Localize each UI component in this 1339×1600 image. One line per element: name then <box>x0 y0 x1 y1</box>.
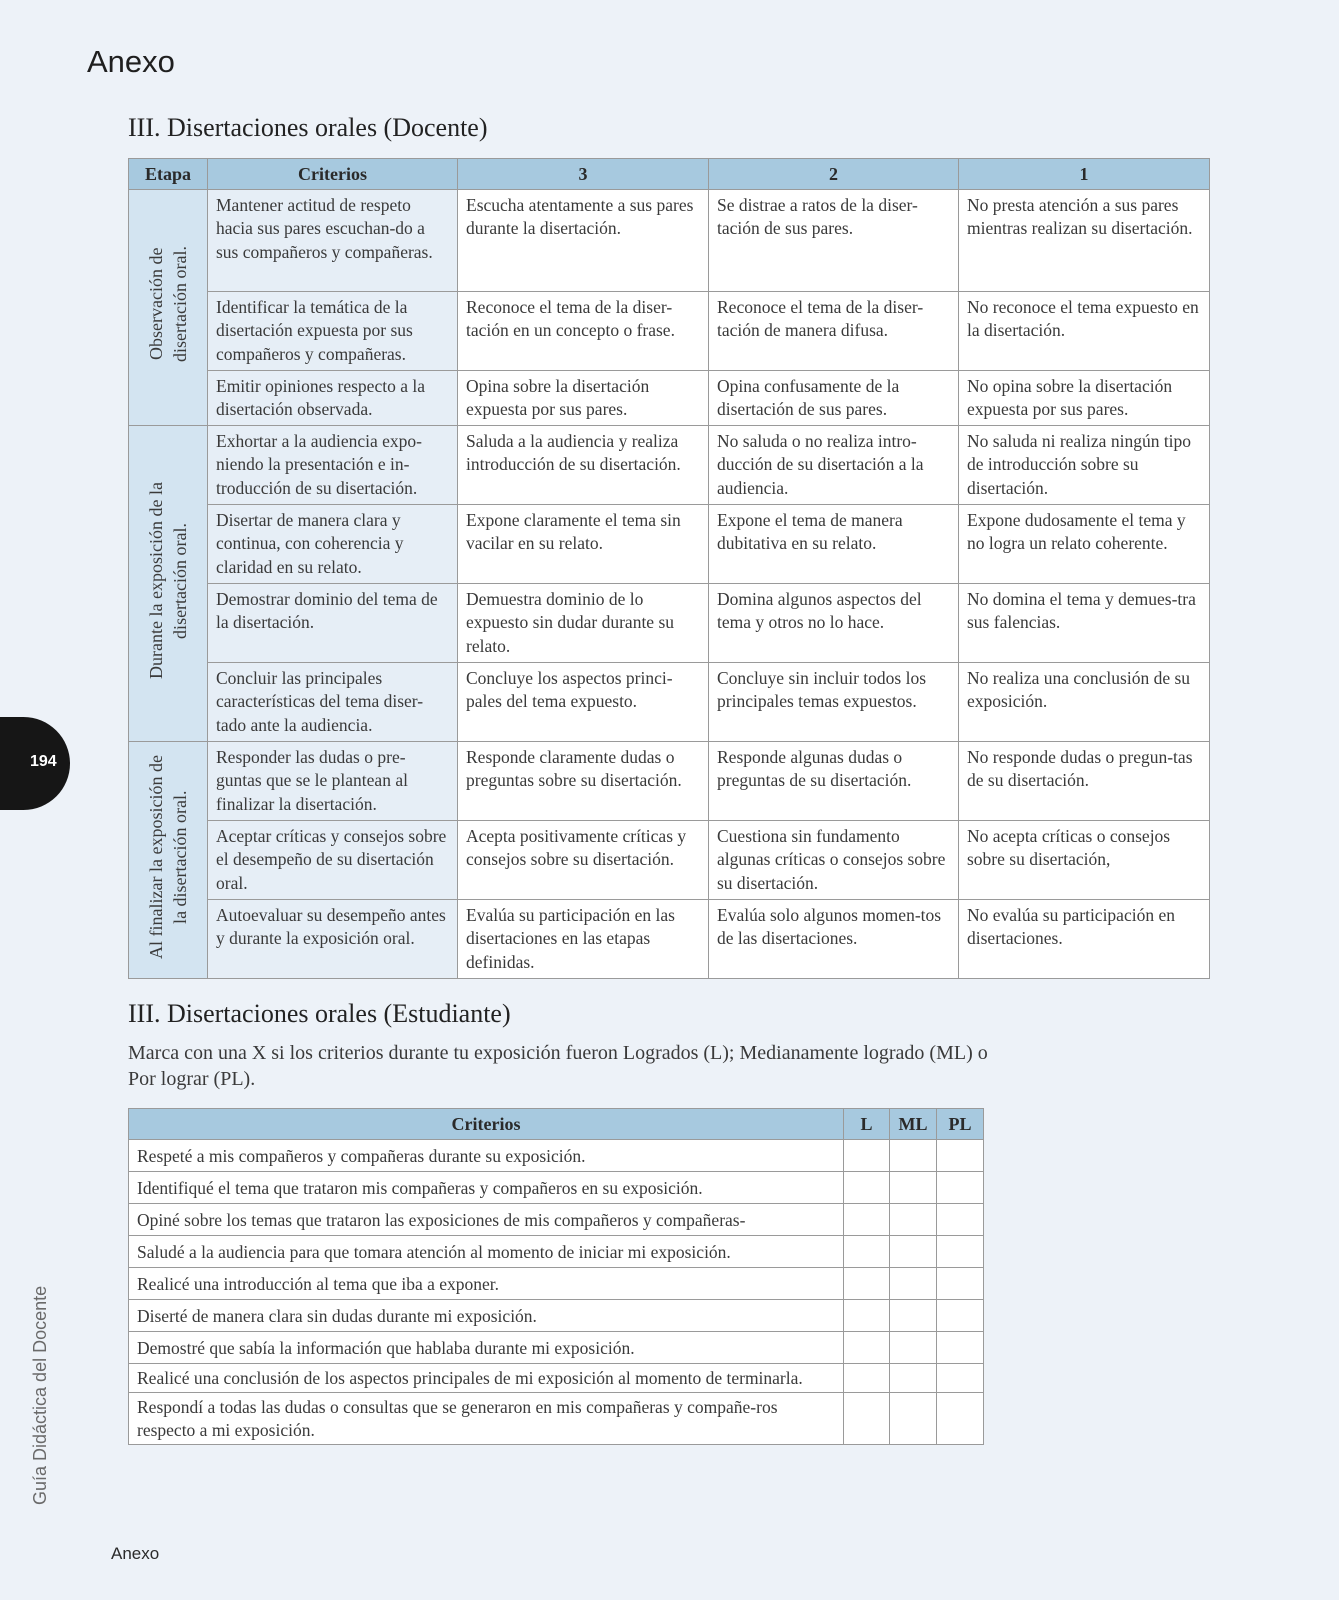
table-row <box>129 900 1210 979</box>
table-row <box>129 1364 984 1393</box>
checklist-header-row <box>129 1109 984 1140</box>
level-2-cell: Domina algunos aspectos del tema y otros no lo hace. <box>709 584 959 663</box>
stage-cell-observacion <box>129 190 208 426</box>
level-3-cell: Reconoce el tema de la diser-tación en un concepto o frase. <box>458 292 709 371</box>
table-row <box>129 371 1210 426</box>
level-1-cell: No acepta críticas o consejos sobre su disertación, <box>959 821 1210 900</box>
level-2-cell: Expone el tema de manera dubitativa en su relato. <box>709 505 959 584</box>
level-2-cell: Responde algunas dudas o preguntas de su disertación. <box>709 742 959 821</box>
table-row <box>129 1300 984 1332</box>
table-row <box>129 1268 984 1300</box>
docente-section-title: III. Disertaciones orales (Docente) <box>128 113 488 142</box>
table-row <box>129 821 1210 900</box>
table-row <box>129 1140 984 1172</box>
stage-cell-al-finalizar <box>129 742 208 979</box>
level-3-cell: Expone claramente el tema sin vacilar en su relato. <box>458 505 709 584</box>
header-level-1: 1 <box>959 159 1210 190</box>
estudiante-checklist-table <box>128 1108 984 1445</box>
level-3-cell: Responde claramente dudas o preguntas sobre su disertación. <box>458 742 709 821</box>
mark-pl-cell[interactable] <box>937 1204 984 1236</box>
mark-pl-cell[interactable] <box>937 1332 984 1364</box>
page-header-title: Anexo <box>87 44 175 79</box>
table-row <box>129 426 1210 505</box>
mark-ml-cell[interactable] <box>890 1236 937 1268</box>
level-2-cell: Cuestiona sin fundamento algunas críticas o consejos sobre su disertación. <box>709 821 959 900</box>
criterio-cell: Concluir las principales características del tema diser-tado ante la audiencia. <box>208 663 458 742</box>
mark-l-cell[interactable] <box>844 1364 890 1393</box>
mark-pl-cell[interactable] <box>937 1300 984 1332</box>
mark-ml-cell[interactable] <box>890 1172 937 1204</box>
header-criterios: Criterios <box>129 1109 844 1140</box>
mark-l-cell[interactable] <box>844 1268 890 1300</box>
table-row <box>129 1204 984 1236</box>
criterio-text: Opiné sobre los temas que trataron las exposiciones de mis compañeros y compañeras- <box>129 1204 844 1236</box>
mark-ml-cell[interactable] <box>890 1332 937 1364</box>
mark-l-cell[interactable] <box>844 1204 890 1236</box>
criterio-text: Saludé a la audiencia para que tomara atención al momento de iniciar mi exposición. <box>129 1236 844 1268</box>
table-row <box>129 1393 984 1445</box>
mark-pl-cell[interactable] <box>937 1364 984 1393</box>
criterio-cell: Mantener actitud de respeto hacia sus pares escuchan-do a sus compañeros y compañeras. <box>208 190 458 292</box>
table-row <box>129 1236 984 1268</box>
criterio-text: Identifiqué el tema que trataron mis compañeras y compañeros en su exposición. <box>129 1172 844 1204</box>
level-1-cell: No opina sobre la disertación expuesta por sus pares. <box>959 371 1210 426</box>
criterio-text: Realicé una conclusión de los aspectos principales de mi exposición al momento de terminarla. <box>129 1364 844 1393</box>
level-3-cell: Demuestra dominio de lo expuesto sin dudar durante su relato. <box>458 584 709 663</box>
criterio-cell: Demostrar dominio del tema de la disertación. <box>208 584 458 663</box>
mark-ml-cell[interactable] <box>890 1364 937 1393</box>
level-3-cell: Evalúa su participación en las disertaciones en las etapas definidas. <box>458 900 709 979</box>
criterio-cell: Responder las dudas o pre-guntas que se le plantean al finalizar la disertación. <box>208 742 458 821</box>
table-row <box>129 1172 984 1204</box>
criterio-cell: Autoevaluar su desempeño antes y durante la exposición oral. <box>208 900 458 979</box>
level-1-cell: Expone dudosamente el tema y no logra un relato coherente. <box>959 505 1210 584</box>
level-2-cell: Reconoce el tema de la diser-tación de manera difusa. <box>709 292 959 371</box>
level-2-cell: No saluda o no realiza intro-ducción de su disertación a la audiencia. <box>709 426 959 505</box>
criterio-text: Respeté a mis compañeros y compañeras durante su exposición. <box>129 1140 844 1172</box>
level-1-cell: No domina el tema y demues-tra sus falencias. <box>959 584 1210 663</box>
criterio-text: Respondí a todas las dudas o consultas que se generaron en mis compañeras y compañe-ros respecto a mi exposición. <box>129 1393 844 1445</box>
table-row <box>129 663 1210 742</box>
level-1-cell: No saluda ni realiza ningún tipo de introducción sobre su disertación. <box>959 426 1210 505</box>
page-number: 194 <box>30 753 57 770</box>
level-3-cell: Acepta positivamente críticas y consejos sobre su disertación. <box>458 821 709 900</box>
level-2-cell: Concluye sin incluir todos los principales temas expuestos. <box>709 663 959 742</box>
header-logrado: L <box>844 1109 890 1140</box>
mark-pl-cell[interactable] <box>937 1236 984 1268</box>
estudiante-instructions: Marca con una X si los criterios durante tu exposición fueron Logrados (L); Medianamente logrado (ML) o Por lograr (PL). <box>128 1042 988 1090</box>
mark-l-cell[interactable] <box>844 1332 890 1364</box>
mark-l-cell[interactable] <box>844 1140 890 1172</box>
mark-pl-cell[interactable] <box>937 1393 984 1445</box>
criterio-text: Realicé una introducción al tema que iba a exponer. <box>129 1268 844 1300</box>
table-row <box>129 292 1210 371</box>
mark-pl-cell[interactable] <box>937 1172 984 1204</box>
footer-label: Anexo <box>111 1544 160 1563</box>
mark-ml-cell[interactable] <box>890 1393 937 1445</box>
mark-l-cell[interactable] <box>844 1236 890 1268</box>
level-3-cell: Opina sobre la disertación expuesta por sus pares. <box>458 371 709 426</box>
level-2-cell: Evalúa solo algunos momen-tos de las disertaciones. <box>709 900 959 979</box>
table-row <box>129 190 1210 292</box>
docente-rubric-table <box>128 158 1210 979</box>
page-number-tab <box>0 717 70 810</box>
header-level-3: 3 <box>458 159 709 190</box>
level-3-cell: Concluye los aspectos princi-pales del tema expuesto. <box>458 663 709 742</box>
mark-ml-cell[interactable] <box>890 1268 937 1300</box>
stage-label: Durante la exposición de la disertación oral. <box>146 481 190 679</box>
level-1-cell: No reconoce el tema expuesto en la disertación. <box>959 292 1210 371</box>
table-row <box>129 1332 984 1364</box>
header-level-2: 2 <box>709 159 959 190</box>
rubric-header-row <box>129 159 1210 190</box>
criterio-text: Demostré que sabía la información que hablaba durante mi exposición. <box>129 1332 844 1364</box>
level-3-cell: Escucha atentamente a sus pares durante la disertación. <box>458 190 709 292</box>
level-2-cell: Se distrae a ratos de la diser-tación de sus pares. <box>709 190 959 292</box>
mark-pl-cell[interactable] <box>937 1140 984 1172</box>
mark-ml-cell[interactable] <box>890 1204 937 1236</box>
header-medianamente-logrado: ML <box>890 1109 937 1140</box>
header-por-lograr: PL <box>937 1109 984 1140</box>
level-1-cell: No evalúa su participación en disertaciones. <box>959 900 1210 979</box>
stage-label: Al finalizar la exposición de la disertación oral. <box>146 754 190 959</box>
side-book-label: Guía Didáctica del Docente <box>30 1285 50 1505</box>
level-1-cell: No realiza una conclusión de su exposición. <box>959 663 1210 742</box>
level-1-cell: No presta atención a sus pares mientras realizan su disertación. <box>959 190 1210 292</box>
table-row <box>129 584 1210 663</box>
criterio-cell: Identificar la temática de la disertación expuesta por sus compañeros y compañeras. <box>208 292 458 371</box>
mark-ml-cell[interactable] <box>890 1140 937 1172</box>
level-1-cell: No responde dudas o pregun-tas de su disertación. <box>959 742 1210 821</box>
stage-label: Observación de disertación oral. <box>146 246 190 363</box>
mark-ml-cell[interactable] <box>890 1300 937 1332</box>
mark-l-cell[interactable] <box>844 1300 890 1332</box>
criterio-cell: Emitir opiniones respecto a la disertación observada. <box>208 371 458 426</box>
header-criterios: Criterios <box>208 159 458 190</box>
criterio-cell: Exhortar a la audiencia expo-niendo la presentación e in-troducción de su disertación. <box>208 426 458 505</box>
mark-l-cell[interactable] <box>844 1172 890 1204</box>
mark-l-cell[interactable] <box>844 1393 890 1445</box>
criterio-text: Diserté de manera clara sin dudas durante mi exposición. <box>129 1300 844 1332</box>
estudiante-section-title: III. Disertaciones orales (Estudiante) <box>128 999 511 1028</box>
table-row <box>129 505 1210 584</box>
criterio-cell: Disertar de manera clara y continua, con coherencia y claridad en su relato. <box>208 505 458 584</box>
criterio-cell: Aceptar críticas y consejos sobre el desempeño de su disertación oral. <box>208 821 458 900</box>
mark-pl-cell[interactable] <box>937 1268 984 1300</box>
stage-cell-durante <box>129 426 208 742</box>
table-row <box>129 742 1210 821</box>
level-2-cell: Opina confusamente de la disertación de sus pares. <box>709 371 959 426</box>
header-etapa: Etapa <box>129 159 208 190</box>
level-3-cell: Saluda a la audiencia y realiza introducción de su disertación. <box>458 426 709 505</box>
